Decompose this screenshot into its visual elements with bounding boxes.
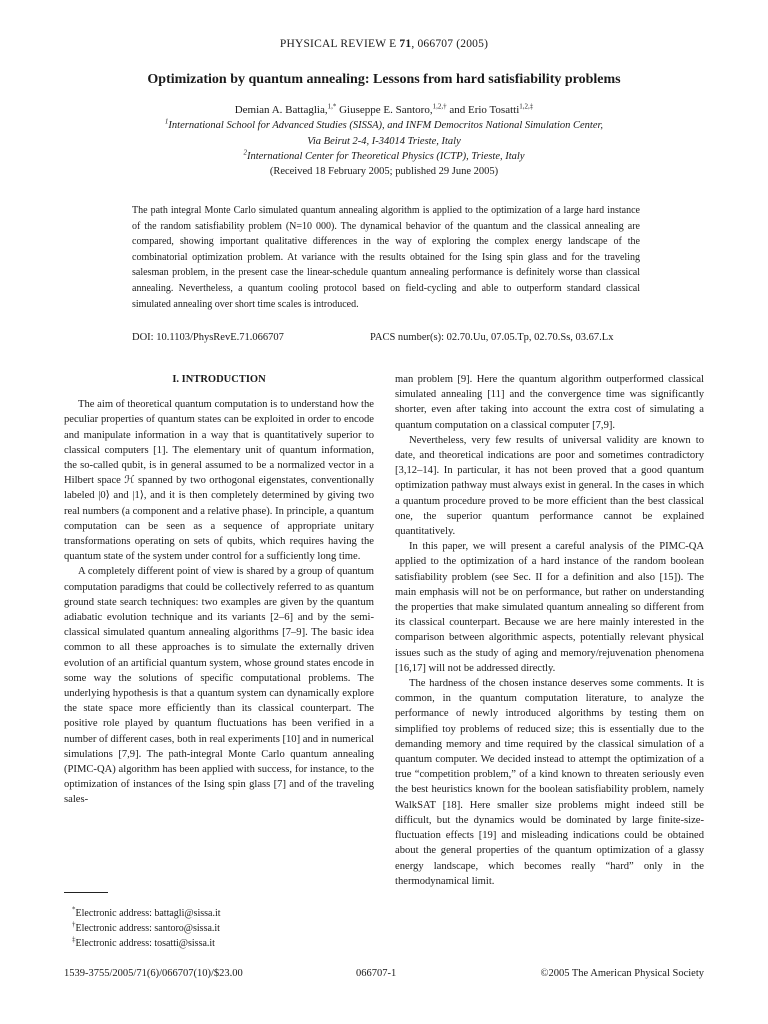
paragraph: Nevertheless, very few results of universal validity are known to date, and theoretical indications are poor and sometimes contradictory [3,12–14]. In particular, it has not been proved that a good quantum optimization pathway must always exist in general. In the cases in which a quantum procedure proved to be more efficient than the best classical one, the superior quantum performance cannot be explained quantitatively. — [395, 434, 704, 538]
affiliation-2 — [0, 148, 768, 162]
footnote — [64, 906, 374, 921]
paragraph: A completely different point of view is shared by a group of quantum computation paradigms that could be collectively referred to as quantum ground state search techniques: two examples are given by the quantum adiabatic evolution technique and its variants [2–6] and by the semi-classical simulated quantum annealing algorithms [7–9]. The basic idea common to all these approaches is to simulate the externally driven evolution of an artificial quantum system, whose ground states encode in some way the solutions of specific computational problems. The underlying hypothesis is that a quantum system can dynamically explore the state space more efficiently than its classical counterpart. The positive role played by quantum fluctuations has been verified in a number of different cases, both in real experiments [10] and in numerical simulations [7,9]. The path-integral Monte Carlo quantum annealing (PIMC-QA) algorithm has been applied with success, for instance, to the optimization of instances of the Ising spin glass [7] and of the traveling sales- — [64, 566, 374, 806]
paragraph: In this paper, we will present a careful analysis of the PIMC-QA applied to the optimization of a hard instance of the random boolean satisfiability problem (see Sec. II for a definition and also [15]). The main emphasis will not be on performance, but rather on understanding the properties that make simulated quantum annealing so different from its classical counterpart. Because we are here mainly interested in the comparison between algorithmic aspects, potentially relevant physical issues such as the study of aging and memory/rejuvenation phenomena [16,17] will not be addressed directly. — [395, 541, 704, 674]
paragraph: man problem [9]. Here the quantum algorithm outperformed classical simulated annealing [11] and the convergence time was significantly shorter, even after taking into account the extra cost of simulating a quantum computation on a classical computer [7,9]. — [395, 374, 704, 431]
doi: DOI: 10.1103/PhysRevE.71.066707 — [132, 332, 284, 343]
footnote — [64, 921, 374, 936]
footnote — [64, 936, 374, 951]
doi-pacs-line — [132, 332, 640, 343]
journal-volume: 71 — [399, 38, 412, 50]
footnote-text: Electronic address: battagli@sissa.it — [75, 908, 221, 919]
paragraph: The hardness of the chosen instance deserves some comments. It is common, in the quantum computation literature, to analyze the performance of newly introduced algorithms by testing them on simplified toy problems of reduced size; this is essentially due to the demanding memory and time required by the classical simulation of a quantum computer. We decided instead to attempt the optimization of a true “competition problem,” of a kind known to threaten seriously even the best heuristics known for the boolean satisfiability problem, namely WalkSAT [18]. Here smaller size problems might indeed still be difficult, but the dynamics would be dominated by large finite-size-fluctuation effects [19] and misleading indications could be obtained about the general properties of the quantum optimization of a glassy energy landscape, which becomes really “hard” only in the thermodynamical limit. — [395, 678, 704, 887]
author-mark: 1,2,† — [432, 102, 447, 111]
paper-title: Optimization by quantum annealing: Lessons from hard satisfiability problems — [147, 72, 621, 87]
affiliation-text: International School for Advanced Studies (SISSA), and INFM Democritos National Simulation Center, — [168, 120, 604, 131]
journal-name: PHYSICAL REVIEW E — [279, 38, 397, 50]
footnote-mark: † — [72, 920, 76, 929]
footnote-mark: ‡ — [72, 935, 76, 944]
page-number: 066707-1 — [356, 968, 397, 979]
footnote-divider — [64, 892, 108, 893]
affiliation-text: International Center for Theoretical Physics (ICTP), Trieste, Italy — [246, 151, 525, 162]
issn-price: 1539-3755/2005/71(6)/066707(10)/$23.00 — [64, 968, 243, 979]
author-mark: 1,2,‡ — [519, 102, 534, 111]
affiliation-1-address: Via Beirut 2-4, I-34014 Trieste, Italy — [307, 136, 461, 147]
copyright: ©2005 The American Physical Society — [540, 968, 704, 979]
footnote-mark: * — [72, 905, 76, 914]
footnote-text: Electronic address: santoro@sissa.it — [75, 923, 220, 934]
affiliation-number: 2 — [243, 148, 247, 157]
author-name: and Erio Tosatti — [446, 104, 520, 116]
journal-issue: , 066707 (2005) — [411, 38, 489, 50]
author-name: Giuseppe E. Santoro, — [336, 104, 433, 116]
received-dates: (Received 18 February 2005; published 29 June 2005) — [269, 166, 499, 177]
right-column — [395, 372, 704, 889]
paragraph: The aim of theoretical quantum computation is to understand how the peculiar properties of quantum states can be exploited in order to encode and manipulate information in a way that is quantitatively superior to classical computers [1]. The elementary unit of quantum information, the so-called qubit, is in general assumed to be a normalized vector in a Hilbert space ℋ spanned by two orthogonal eigenstates, conventionally labeled |0⟩ and |1⟩, and it is then completely determined by giving two real numbers (a component and a relative phase). In principle, a quantum computation can be seen as a sequence of appropriate unitary transformations operating on sets of qubits, which requires having the quantum state of the system under control for a sufficiently long time. — [64, 399, 374, 563]
author-mark: 1,* — [327, 102, 337, 111]
affiliation-1 — [0, 117, 768, 131]
author-list — [0, 104, 768, 116]
pacs-numbers: PACS number(s): 02.70.Uu, 07.05.Tp, 02.70.Ss, 03.67.Lx — [370, 332, 614, 343]
section-heading: I. INTRODUCTION — [172, 374, 266, 385]
footnotes — [64, 906, 374, 951]
left-column — [64, 372, 374, 808]
footnote-text: Electronic address: tosatti@sissa.it — [75, 938, 215, 949]
affiliation-number: 1 — [164, 117, 169, 126]
journal-header — [0, 38, 768, 50]
author-name: Demian A. Battaglia, — [234, 104, 328, 116]
abstract: The path integral Monte Carlo simulated quantum annealing algorithm is applied to the optimization of a large hard instance of the random satisfiability problem (N=10 000). The dynamical behavior of the quantum and the classical annealing are compared, showing important qualitative differences in the way of exploring the complex energy landscape of the combinatorial optimization problem. At variance with the results obtained for the Ising spin glass and for the traveling salesman problem, in the present case the linear-schedule quantum annealing performance is definitely worse than classical annealing. Nevertheless, a quantum cooling protocol based on field-cycling and able to outperform standard classical simulated annealing over short time scales is introduced. — [132, 205, 640, 310]
